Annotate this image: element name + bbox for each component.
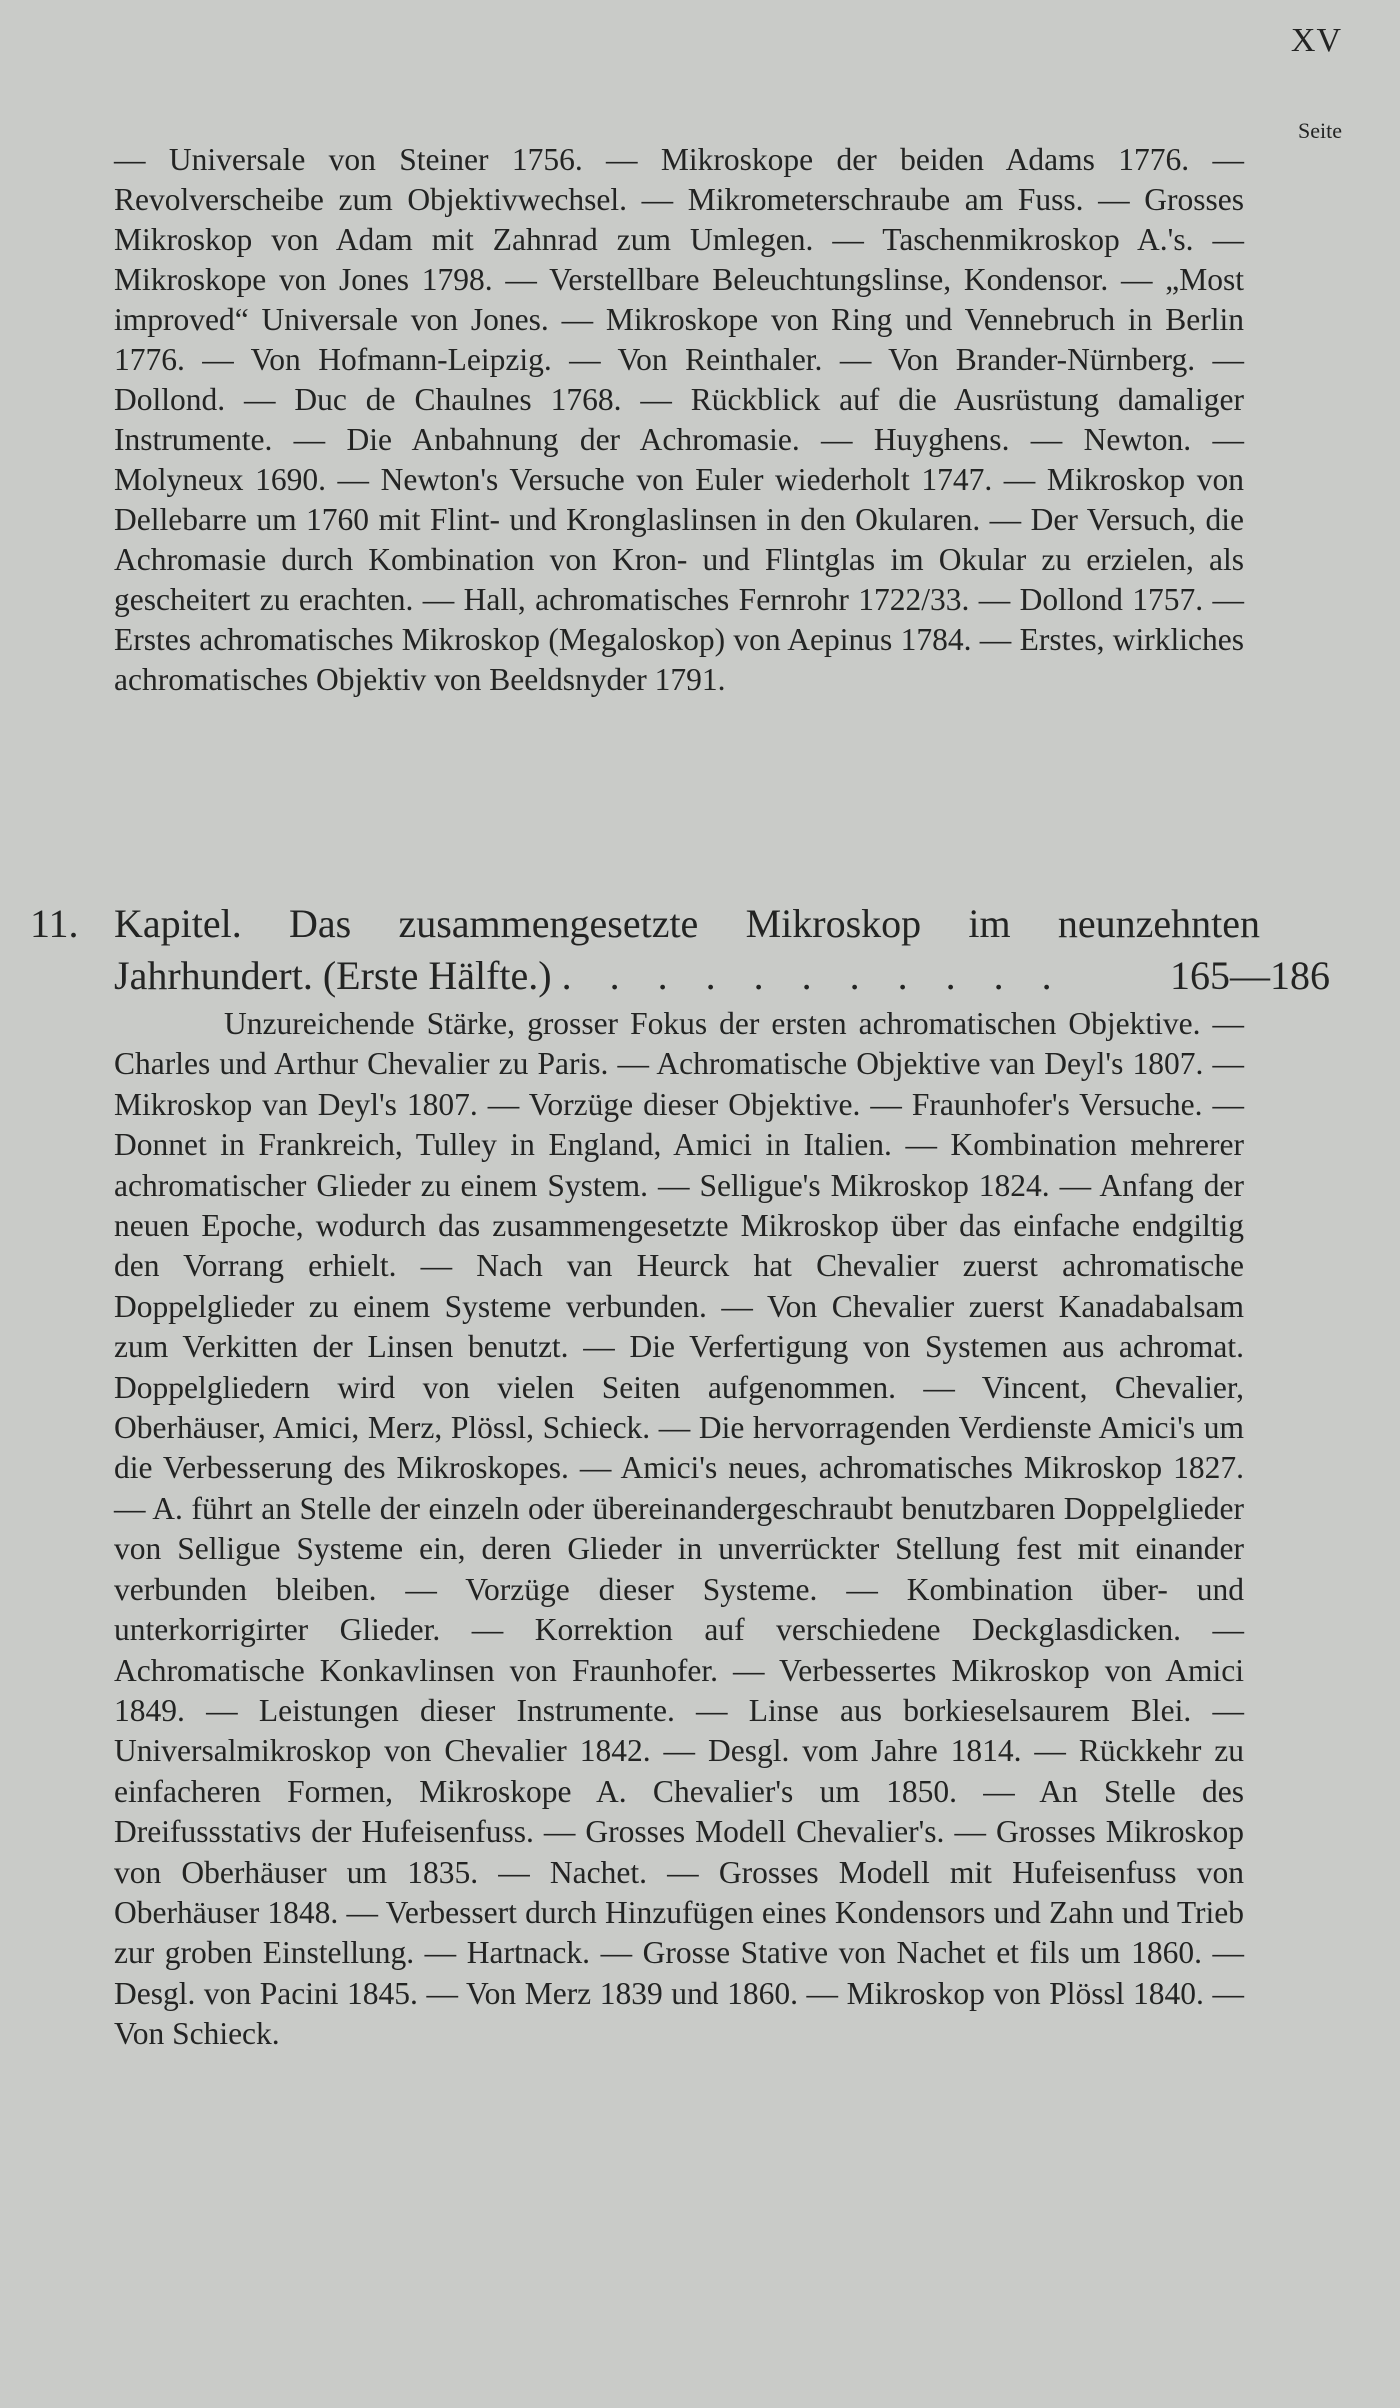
page-numeral: XV — [1290, 22, 1342, 59]
chapter-title: Kapitel. Das zusammengesetzte Mikroskop im neunzehnten Jahrhundert. (Erste Hälfte.) — [114, 901, 1260, 998]
chapter-summary-paragraph: Unzureichende Stärke, grosser Fokus der ersten achromatischen Objektive. — Charles und Arthur Chevalier zu Paris. — Achromatische Objektive van Deyl's 1807. — Mikroskop van Deyl's 1807. — Vorzüge dieser Objektive. — Fraunhofer's Versuche. — Donnet in Frankreich, Tulley in England, Amici in Italien. — Kombination mehrerer achromatischer Glieder zu einem System. — Selligue's Mikroskop 1824. — Anfang der neuen Epoche, wodurch das zusammengesetzte Mikroskop über das einfache endgiltig den Vorrang erhielt. — Nach van Heurck hat Chevalier zuerst achromatische Doppelglieder zu einem Systeme verbunden. — Von Chevalier zuerst Kanadabalsam zum Verkitten der Linsen benutzt. — Die Verfertigung von Systemen aus achromat. Doppelgliedern wird von vielen Seiten aufgenommen. — Vincent, Chevalier, Oberhäuser, Amici, Merz, Plössl, Schieck. — Die hervorragenden Verdienste Amici's um die Verbesserung des Mikroskopes. — Amici's neues, achromatisches Mikroskop 1827. — A. führt an Stelle der einzeln oder übereinandergeschraubt benutzbaren Doppelglieder von Selligue Systeme ein, deren Glieder in unverrückter Stellung fest mit einander verbunden bleiben. — Vorzüge dieser Systeme. — Kombination über- und unterkorrigirter Glieder. — Korrektion auf verschiedene Deckglasdicken. — Achromatische Konkavlinsen von Fraunhofer. — Verbessertes Mikroskop von Amici 1849. — Leistungen dieser Instrumente. — Linse aus borkieselsaurem Blei. — Universalmikroskop von Chevalier 1842. — Desgl. vom Jahre 1814. — Rückkehr zu einfacheren Formen, Mikroskope A. Chevalier's um 1850. — An Stelle des Dreifussstativs der Hufeisenfuss. — Grosses Modell Chevalier's. — Grosses Mikroskop von Oberhäuser um 1835. — Nachet. — Grosses Modell mit Hufeisenfuss von Oberhäuser 1848. — Verbessert durch Hinzufügen eines Kondensors und Zahn und Trieb zur groben Einstellung. — Hartnack. — Grosse Stative von Nachet et fils um 1860. — Desgl. von Pacini 1845. — Von Merz 1839 und 1860. — Mikroskop von Plössl 1840. — Von Schieck. — [114, 1006, 1244, 2052]
chapter-number: 11. — [30, 901, 79, 946]
continuation-paragraph: — Universale von Steiner 1756. — Mikroskope der beiden Adams 1776. — Revolverscheibe zum Objektivwechsel. — Mikrometerschraube am Fuss. — Grosses Mikroskop von Adam mit Zahnrad zum Umlegen. — Taschenmikroskop A.'s. — Mikroskope von Jones 1798. — Verstellbare Beleuchtungslinse, Kondensor. — „Most improved“ Universale von Jones. — Mikroskope von Ring und Vennebruch in Berlin 1776. — Von Hofmann-Leipzig. — Von Reinthaler. — Von Brander-Nürnberg. — Dollond. — Duc de Chaulnes 1768. — Rückblick auf die Ausrüstung damaliger Instrumente. — Die Anbahnung der Achromasie. — Huyghens. — Newton. — Molyneux 1690. — Newton's Versuche von Euler wiederholt 1747. — Mikroskop von Dellebarre um 1760 mit Flint- und Kronglaslinsen in den Okularen. — Der Versuch, die Achromasie durch Kombination von Kron- und Flintglas im Okular zu erzielen, als gescheitert zu erachten. — Hall, achromatisches Fernrohr 1722/33. — Dollond 1757. — Erstes achromatisches Mikroskop (Megaloskop) von Aepinus 1784. — Erstes, wirkliches achromatisches Objektiv von Beeldsnyder 1791. — [114, 142, 1244, 697]
chapter-title-line — [114, 898, 1260, 1002]
column-label-seite: Seite — [1298, 118, 1342, 143]
chapter-page-range: 165—186 — [1170, 953, 1330, 998]
dot-leader: . . . . . . . . . . . — [561, 953, 1066, 998]
